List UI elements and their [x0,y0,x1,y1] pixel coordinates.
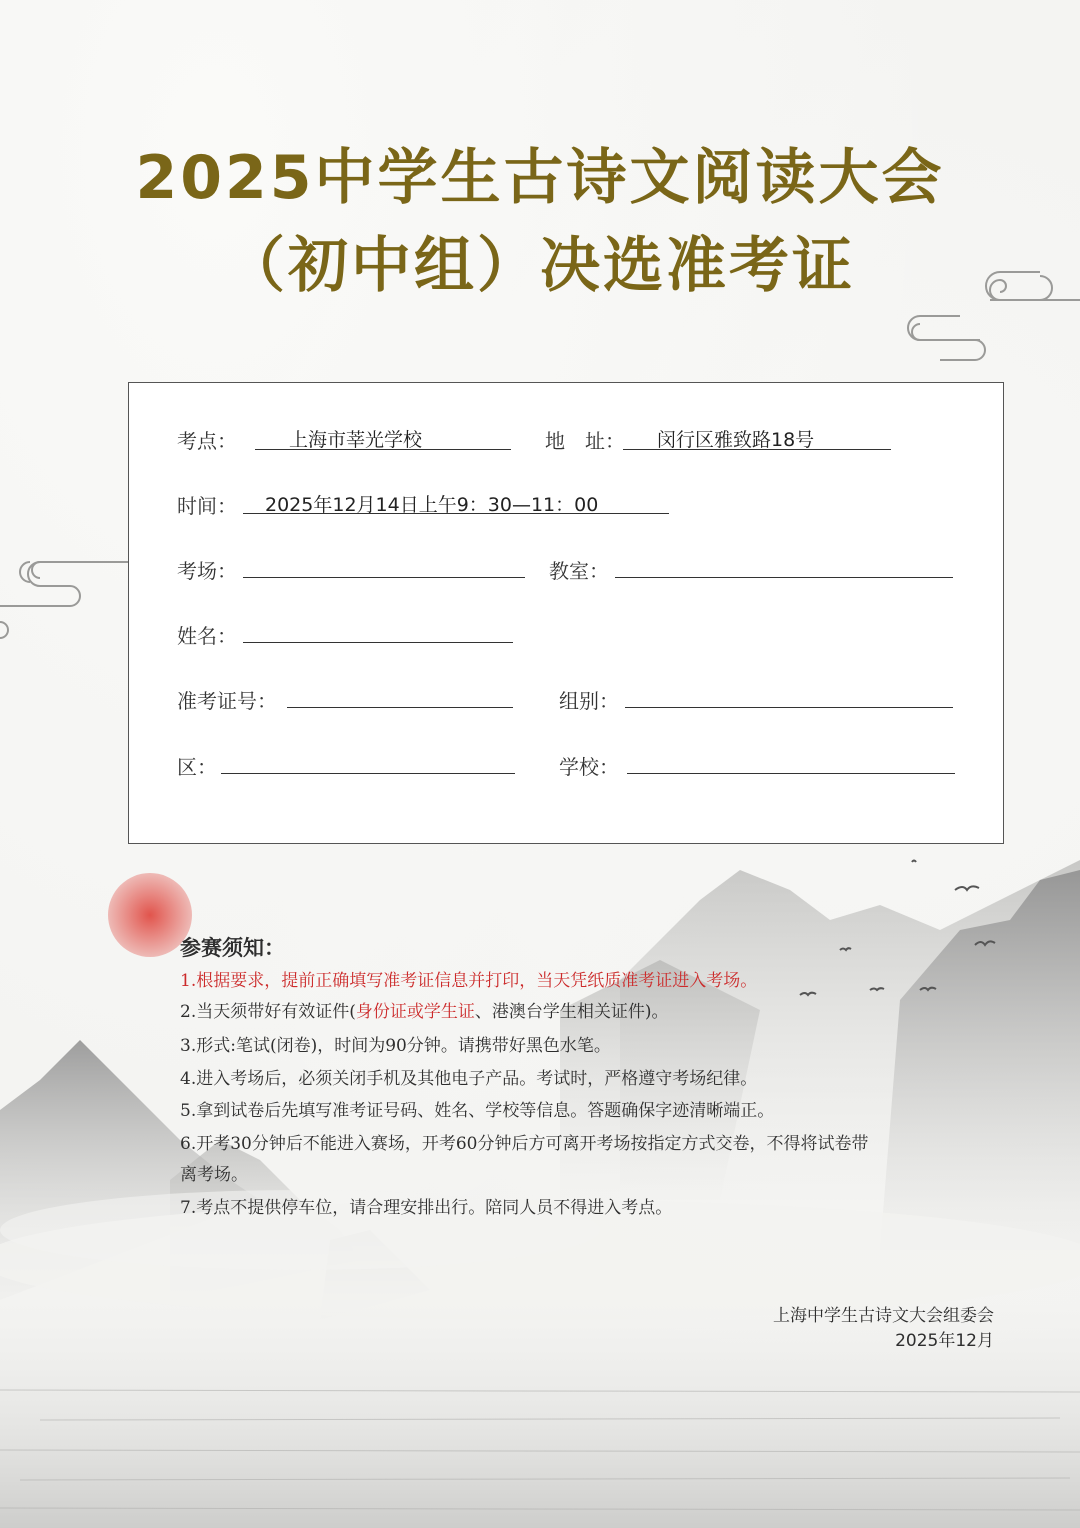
classroom-label: 教室： [549,559,609,583]
school-label: 学校： [559,755,619,779]
notice-item-6-line-2: 离考场。 [180,1165,248,1185]
notice-item-6-line-1: 6.开考30分钟后不能进入赛场，开考60分钟后方可离开考场按指定方式交卷，不得将试卷带 [180,1134,869,1154]
notice-item-1 [180,966,1000,997]
school-field[interactable] [627,745,955,774]
title-line-2: （初中组）决选准考证 [225,231,855,301]
venue-value: 上海市莘光学校 [289,429,423,451]
district-label: 区： [177,755,217,779]
notice-item-4: 4.进入考场后，必须关闭手机及其他电子产品。考试时，严格遵守考场纪律。 [180,1069,758,1089]
exam-room-label: 考场： [177,559,237,583]
group-field[interactable] [625,679,953,708]
notice-item-5: 5.拿到试卷后先填写准考证号码、姓名、学校等信息。答题确保字迹清晰端正。 [180,1101,775,1121]
signature-date: 2025年12月 [895,1331,994,1351]
notice-item-1-text: 根据要求，提前正确填写准考证信息并打印，当天凭纸质准考证进入考场。 [196,971,758,991]
venue-label: 考点： [177,429,237,453]
address-label: 地 址： [545,429,625,453]
exam-room-field[interactable] [243,549,525,578]
name-label: 姓名： [177,624,237,648]
organizer-signature: 上海中学生古诗文大会组委会 [773,1306,994,1326]
notice-item-7: 7.考点不提供停车位，请合理安排出行。陪同人员不得进入考点。 [180,1198,673,1218]
cloud-scroll-icon-left [0,562,128,638]
group-label: 组别： [559,689,619,713]
admission-ticket-form [128,382,1004,844]
address-value: 闵行区雅致路18号 [657,429,815,451]
notice-item-2 [180,997,1000,1028]
notice-title: 参赛须知： [180,936,285,960]
time-value: 2025年12月14日上午9：30—11：00 [265,494,599,516]
time-label: 时间： [177,494,237,518]
ticket-number-label: 准考证号： [177,689,277,713]
notice-item-2-highlight: 身份证或学生证 [355,1002,475,1022]
district-field[interactable] [221,745,515,774]
ticket-number-field[interactable] [287,679,513,708]
notice-item-3: 3.形式:笔试(闭卷)，时间为90分钟。请携带好黑色水笔。 [180,1036,611,1056]
notice-item-1-number: 1. [180,971,197,991]
classroom-field[interactable] [615,549,953,578]
notice-item-2-text-a: 2.当天须带好有效证件( [180,1002,356,1022]
title-line-1: 2025中学生古诗文阅读大会 [135,143,945,213]
notice-item-2-text-b: 、港澳台学生相关证件)。 [474,1002,669,1022]
name-field[interactable] [243,614,513,643]
